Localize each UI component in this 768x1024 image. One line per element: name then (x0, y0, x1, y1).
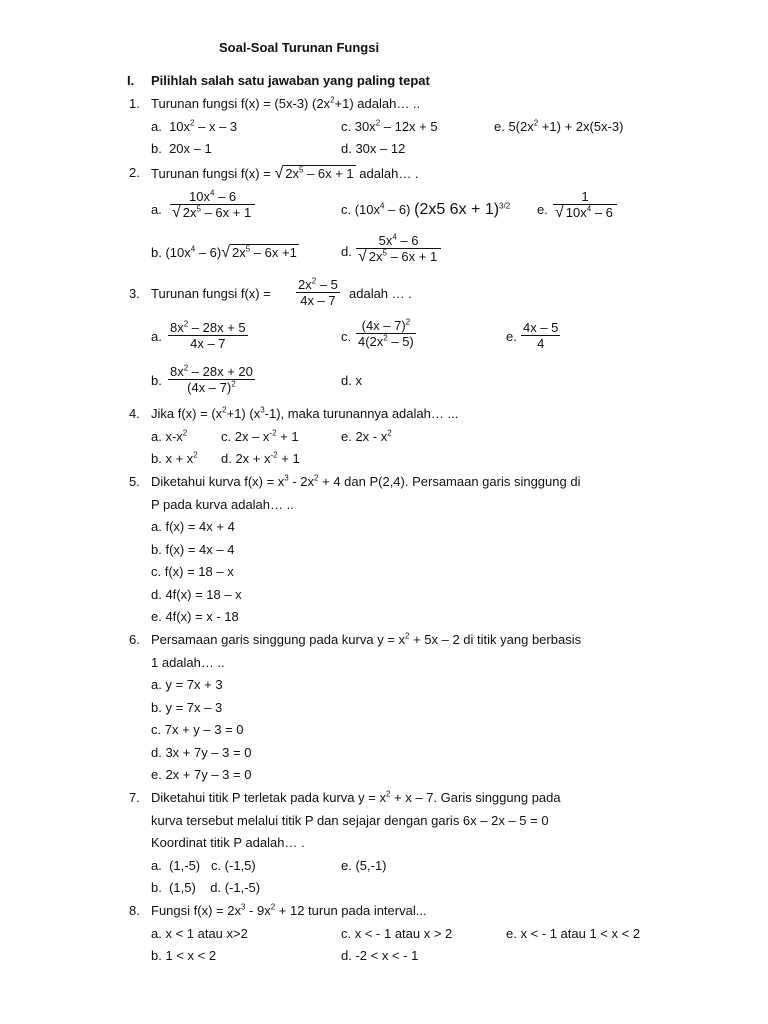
q3-option-d: d. x (341, 373, 362, 388)
q5-stem-line2: P pada kurva adalah… .. (151, 497, 294, 512)
q7-stem-line1: Diketahui titik P terletak pada kurva $y = x^2 + x - 7$. Garis singgung pada (151, 789, 561, 805)
q4-option-d: d. $2x + x^{-2} + 1$ (221, 450, 300, 466)
q8-option-b: b. 1 < x < 2 (151, 948, 217, 963)
q1-option-c: c. $30x^2 - 12x + 5$ (341, 118, 438, 134)
section-number: I. (127, 73, 135, 88)
q7-option-e: e. (5,-1) (341, 858, 387, 873)
q5-option-c: c. f(x) = 18 – x (151, 564, 234, 579)
q5-option-e: e. 4f(x) = x - 18 (151, 609, 239, 624)
q1-stem: Turunan fungsi f(x) = (5x-3) $(2x^2+1)$ adalah… .. (151, 95, 421, 111)
q3-option-a-label: a. (151, 329, 162, 344)
q4-number: 4. (129, 406, 140, 421)
q1-option-b: b. 20x – 1 (151, 141, 212, 156)
q8-option-e: e. x < - 1 atau 1 < x < 2 (506, 926, 641, 941)
q3-option-c-label: c. (341, 329, 352, 344)
q6-option-d: d. 3x + 7y – 3 = 0 (151, 745, 252, 760)
q3-stem-end: adalah … . (349, 286, 412, 301)
q1-number: 1. (129, 96, 140, 111)
q3-stem-fraction: $\frac{2x^2 - 5}{4x - 7}$ (298, 276, 338, 308)
q2-number: 2. (129, 165, 140, 180)
q4-option-a: a. $x-x^2$ (151, 428, 188, 444)
q3-option-b-label: b. (151, 373, 162, 388)
section-instruction: Pilihlah salah satu jawaban yang paling tepat (151, 73, 430, 88)
q6-option-b: b. y = 7x – 3 (151, 700, 223, 715)
q2-option-e: $\frac{1}{√ 10x^4 - 6}$ (553, 189, 617, 220)
q8-stem: Fungsi $f(x) = 2x^3 - 9x^2 + 12$ turun pada interval... (151, 902, 427, 918)
q4-option-e: e. $2x - x^2$ (341, 428, 392, 444)
q5-number: 5. (129, 474, 140, 489)
q6-option-a: a. y = 7x + 3 (151, 677, 223, 692)
q7-option-a-c: a. (1,-5) c. (-1,5) (151, 858, 256, 873)
q6-option-e: e. 2x + 7y – 3 = 0 (151, 767, 252, 782)
q4-stem: Jika $f(x) = (x^2+1)$ $(x^3-1)$, maka turunannya adalah… ... (151, 405, 459, 421)
q3-option-c: $\frac{(4x - 7)^2}{4(2x^2 - 5)}$ (358, 317, 414, 349)
q4-option-c: c. $2x - x^{-2} + 1$ (221, 428, 299, 444)
q2-option-a: $\frac{10x^4 - 6}{√ 2x^5 - 6x + 1}$ (170, 189, 255, 220)
q6-option-c: c. 7x + y – 3 = 0 (151, 722, 244, 737)
q5-option-b: b. f(x) = 4x – 4 (151, 542, 235, 557)
q2-option-d: $\frac{5x^4 - 6}{√ 2x^5 - 6x + 1}$ (356, 233, 441, 264)
q3-option-e: $\frac{4x - 5}{4}$ (523, 320, 559, 351)
q1-option-d: d. 30x – 12 (341, 141, 406, 156)
q3-number: 3. (129, 286, 140, 301)
q8-number: 8. (129, 903, 140, 918)
q3-stem: Turunan fungsi f(x) = (151, 286, 271, 301)
q7-stem-line3: Koordinat titik P adalah… . (151, 835, 305, 850)
q2-option-a-label: a. (151, 202, 162, 217)
q2-stem: Turunan fungsi f(x) = √ $2x^5 - 6x + 1$ adalah… . (151, 165, 419, 182)
page-title: Soal-Soal Turunan Fungsi (219, 40, 380, 55)
q6-stem-line1: Persamaan garis singgung pada kurva $y = x^2 + 5x - 2$ di titik yang berbasis (151, 631, 582, 647)
q2-option-b: b. $(10x^4 - 6)√$ $2x^5 - 6x +1$ (151, 244, 297, 261)
q7-number: 7. (129, 790, 140, 805)
q8-option-d: d. -2 < x < - 1 (341, 948, 419, 963)
q7-option-b-d: b. (1,5) d. (-1,-5) (151, 880, 261, 895)
q2-option-e-label: e. (537, 202, 548, 217)
q1-option-a: a. $10x^2$ – x – 3 (151, 118, 238, 134)
q3-option-e-label: e. (506, 329, 517, 344)
q3-option-b: $\frac{8x^2 - 28x + 20}{(4x - 7)^2}$ (170, 363, 253, 395)
q8-option-a: a. x < 1 atau x>2 (151, 926, 248, 941)
q1-option-e: e. $5(2x^2 +1) + 2x(5x-3)$ (494, 118, 624, 134)
q3-option-a: $\frac{8x^2 - 28x + 5}{4x - 7}$ (170, 319, 246, 351)
q6-stem-line2: 1 adalah… .. (151, 655, 225, 670)
q2-option-c: c. $(10x^4 - 6)$ (2x5 6x + 1)$^{3/2}$ (341, 201, 511, 218)
q5-stem-line1: Diketahui kurva $f(x) = x^3 - 2x^2 + 4$ dan P(2,4). Persamaan garis singgung di (151, 473, 581, 489)
q5-option-a: a. f(x) = 4x + 4 (151, 519, 235, 534)
q6-number: 6. (129, 632, 140, 647)
q8-option-c: c. x < - 1 atau x > 2 (341, 926, 453, 941)
q5-option-d: d. 4f(x) = 18 – x (151, 587, 242, 602)
q7-stem-line2: kurva tersebut melalui titik P dan sejajar dengan garis 6x – 2x – 5 = 0 (151, 813, 549, 828)
q4-option-b: b. $x + x^2$ (151, 450, 198, 466)
q2-option-d-label: d. (341, 244, 352, 259)
